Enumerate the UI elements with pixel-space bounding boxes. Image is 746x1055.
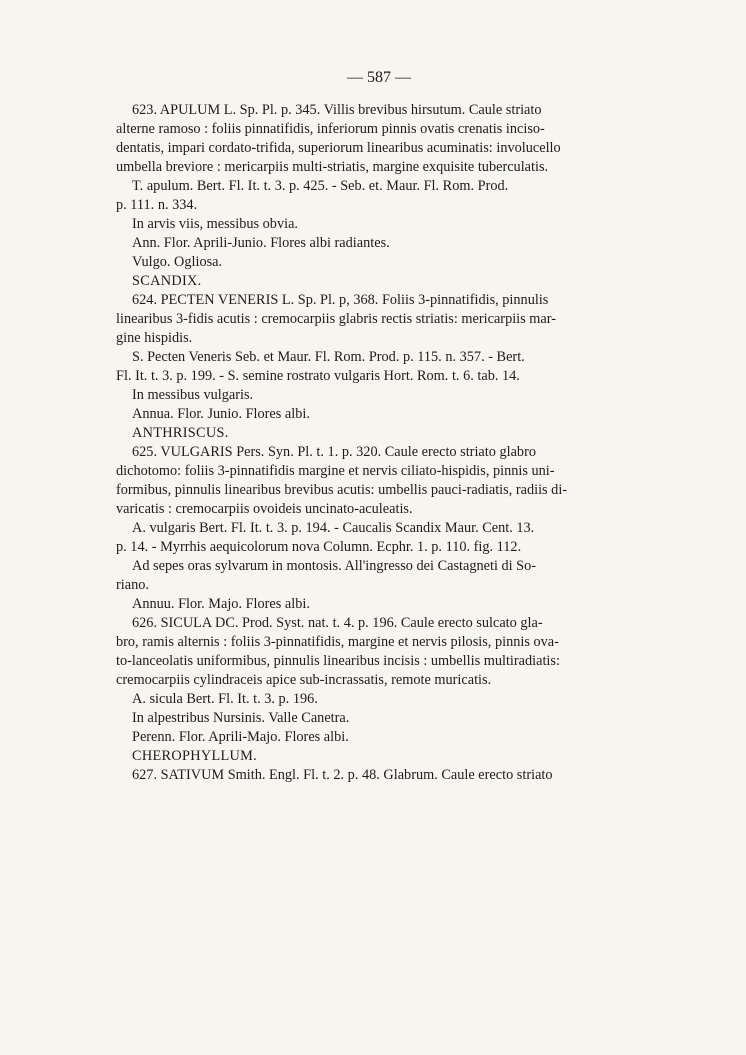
phenology-line: Annuu. Flor. Majo. Flores albi.: [132, 596, 310, 612]
text-line: 623. APULUM L. Sp. Pl. p. 345. Villis brevibus hirsutum. Caule striato: [132, 102, 542, 118]
habitat-line: In arvis viis, messibus obvia.: [132, 216, 298, 232]
text-line: umbella breviore : mericarpiis multi-striatis, margine exquisite tuberculatis.: [116, 159, 549, 175]
synonym-line: S. Pecten Veneris Seb. et Maur. Fl. Rom. Prod. p. 115. n. 357. - Bert.: [132, 349, 525, 365]
text-line: to-lanceolatis uniformibus, pinnulis linearibus incisis : umbellis multiradiatis:: [116, 653, 560, 669]
text-line: formibus, pinnulis linearibus brevibus acutis: umbellis pauci-radiatis, radiis di-: [116, 482, 568, 498]
synonym-line: A. sicula Bert. Fl. It. t. 3. p. 196.: [132, 691, 318, 707]
text-line: gine hispidis.: [116, 330, 193, 346]
text-line: cremocarpiis cylindraceis apice sub-incrassatis, remote muricatis.: [116, 672, 492, 688]
text-line: dentatis, impari cordato-trifida, superiorum linearibus acuminatis: involucello: [116, 140, 561, 156]
genus-heading: ANTHRISCUS.: [132, 425, 229, 441]
text-line: bro, ramis alternis : foliis 3-pinnatifidis, margine et nervis pilosis, pinnis ova-: [116, 634, 559, 650]
habitat-line: In alpestribus Nursinis. Valle Canetra.: [132, 710, 350, 726]
synonym-line: T. apulum. Bert. Fl. It. t. 3. p. 425. - Seb. et. Maur. Fl. Rom. Prod.: [132, 178, 509, 194]
text-line: 626. SICULA DC. Prod. Syst. nat. t. 4. p. 196. Caule erecto sulcato gla-: [132, 615, 543, 631]
text-line: varicatis : cremocarpiis ovoideis uncinato-aculeatis.: [116, 501, 413, 517]
entry-623: [116, 101, 626, 272]
phenology-line: Perenn. Flor. Aprili-Majo. Flores albi.: [132, 729, 349, 745]
entry-626: [116, 614, 626, 747]
genus-heading: SCANDIX.: [132, 273, 202, 289]
synonym-line: Fl. It. t. 3. p. 199. - S. semine rostrato vulgaris Hort. Rom. t. 6. tab. 14.: [116, 368, 520, 384]
text-line: linearibus 3-fidis acutis : cremocarpiis glabris rectis striatis: mericarpiis mar-: [116, 311, 556, 327]
vulgo-line: Vulgo. Ogliosa.: [132, 254, 223, 270]
text-line: dichotomo: foliis 3-pinnatifidis margine et nervis ciliato-hispidis, pinnis uni-: [116, 463, 555, 479]
text-line: 625. VULGARIS Pers. Syn. Pl. t. 1. p. 320. Caule erecto striato glabro: [132, 444, 536, 460]
phenology-line: Annua. Flor. Junio. Flores albi.: [132, 406, 310, 422]
synonym-line: p. 111. n. 334.: [116, 197, 198, 213]
page-body: [116, 68, 626, 785]
genus-heading: CHEROPHYLLUM.: [132, 748, 258, 764]
habitat-line: In messibus vulgaris.: [132, 387, 254, 403]
text-line: alterne ramoso : foliis pinnatifidis, inferiorum pinnis ovatis crenatis inciso-: [116, 121, 545, 137]
text-line: 624. PECTEN VENERIS L. Sp. Pl. p, 368. Foliis 3-pinnatifidis, pinnulis: [132, 292, 549, 308]
entry-625: [116, 443, 626, 614]
entry-627: 627. SATIVUM Smith. Engl. Fl. t. 2. p. 48. Glabrum. Caule erecto striato: [132, 767, 553, 783]
habitat-line: Ad sepes oras sylvarum in montosis. All'ingresso dei Castagneti di So-: [132, 558, 537, 574]
synonym-line: p. 14. - Myrrhis aequicolorum nova Column. Ecphr. 1. p. 110. fig. 112.: [116, 539, 522, 555]
page-number: — 587 —: [347, 69, 411, 86]
phenology-line: Ann. Flor. Aprili-Junio. Flores albi radiantes.: [132, 235, 390, 251]
habitat-line: riano.: [116, 577, 149, 593]
synonym-line: A. vulgaris Bert. Fl. It. t. 3. p. 194. - Caucalis Scandix Maur. Cent. 13.: [132, 520, 535, 536]
entry-624: [116, 291, 626, 424]
